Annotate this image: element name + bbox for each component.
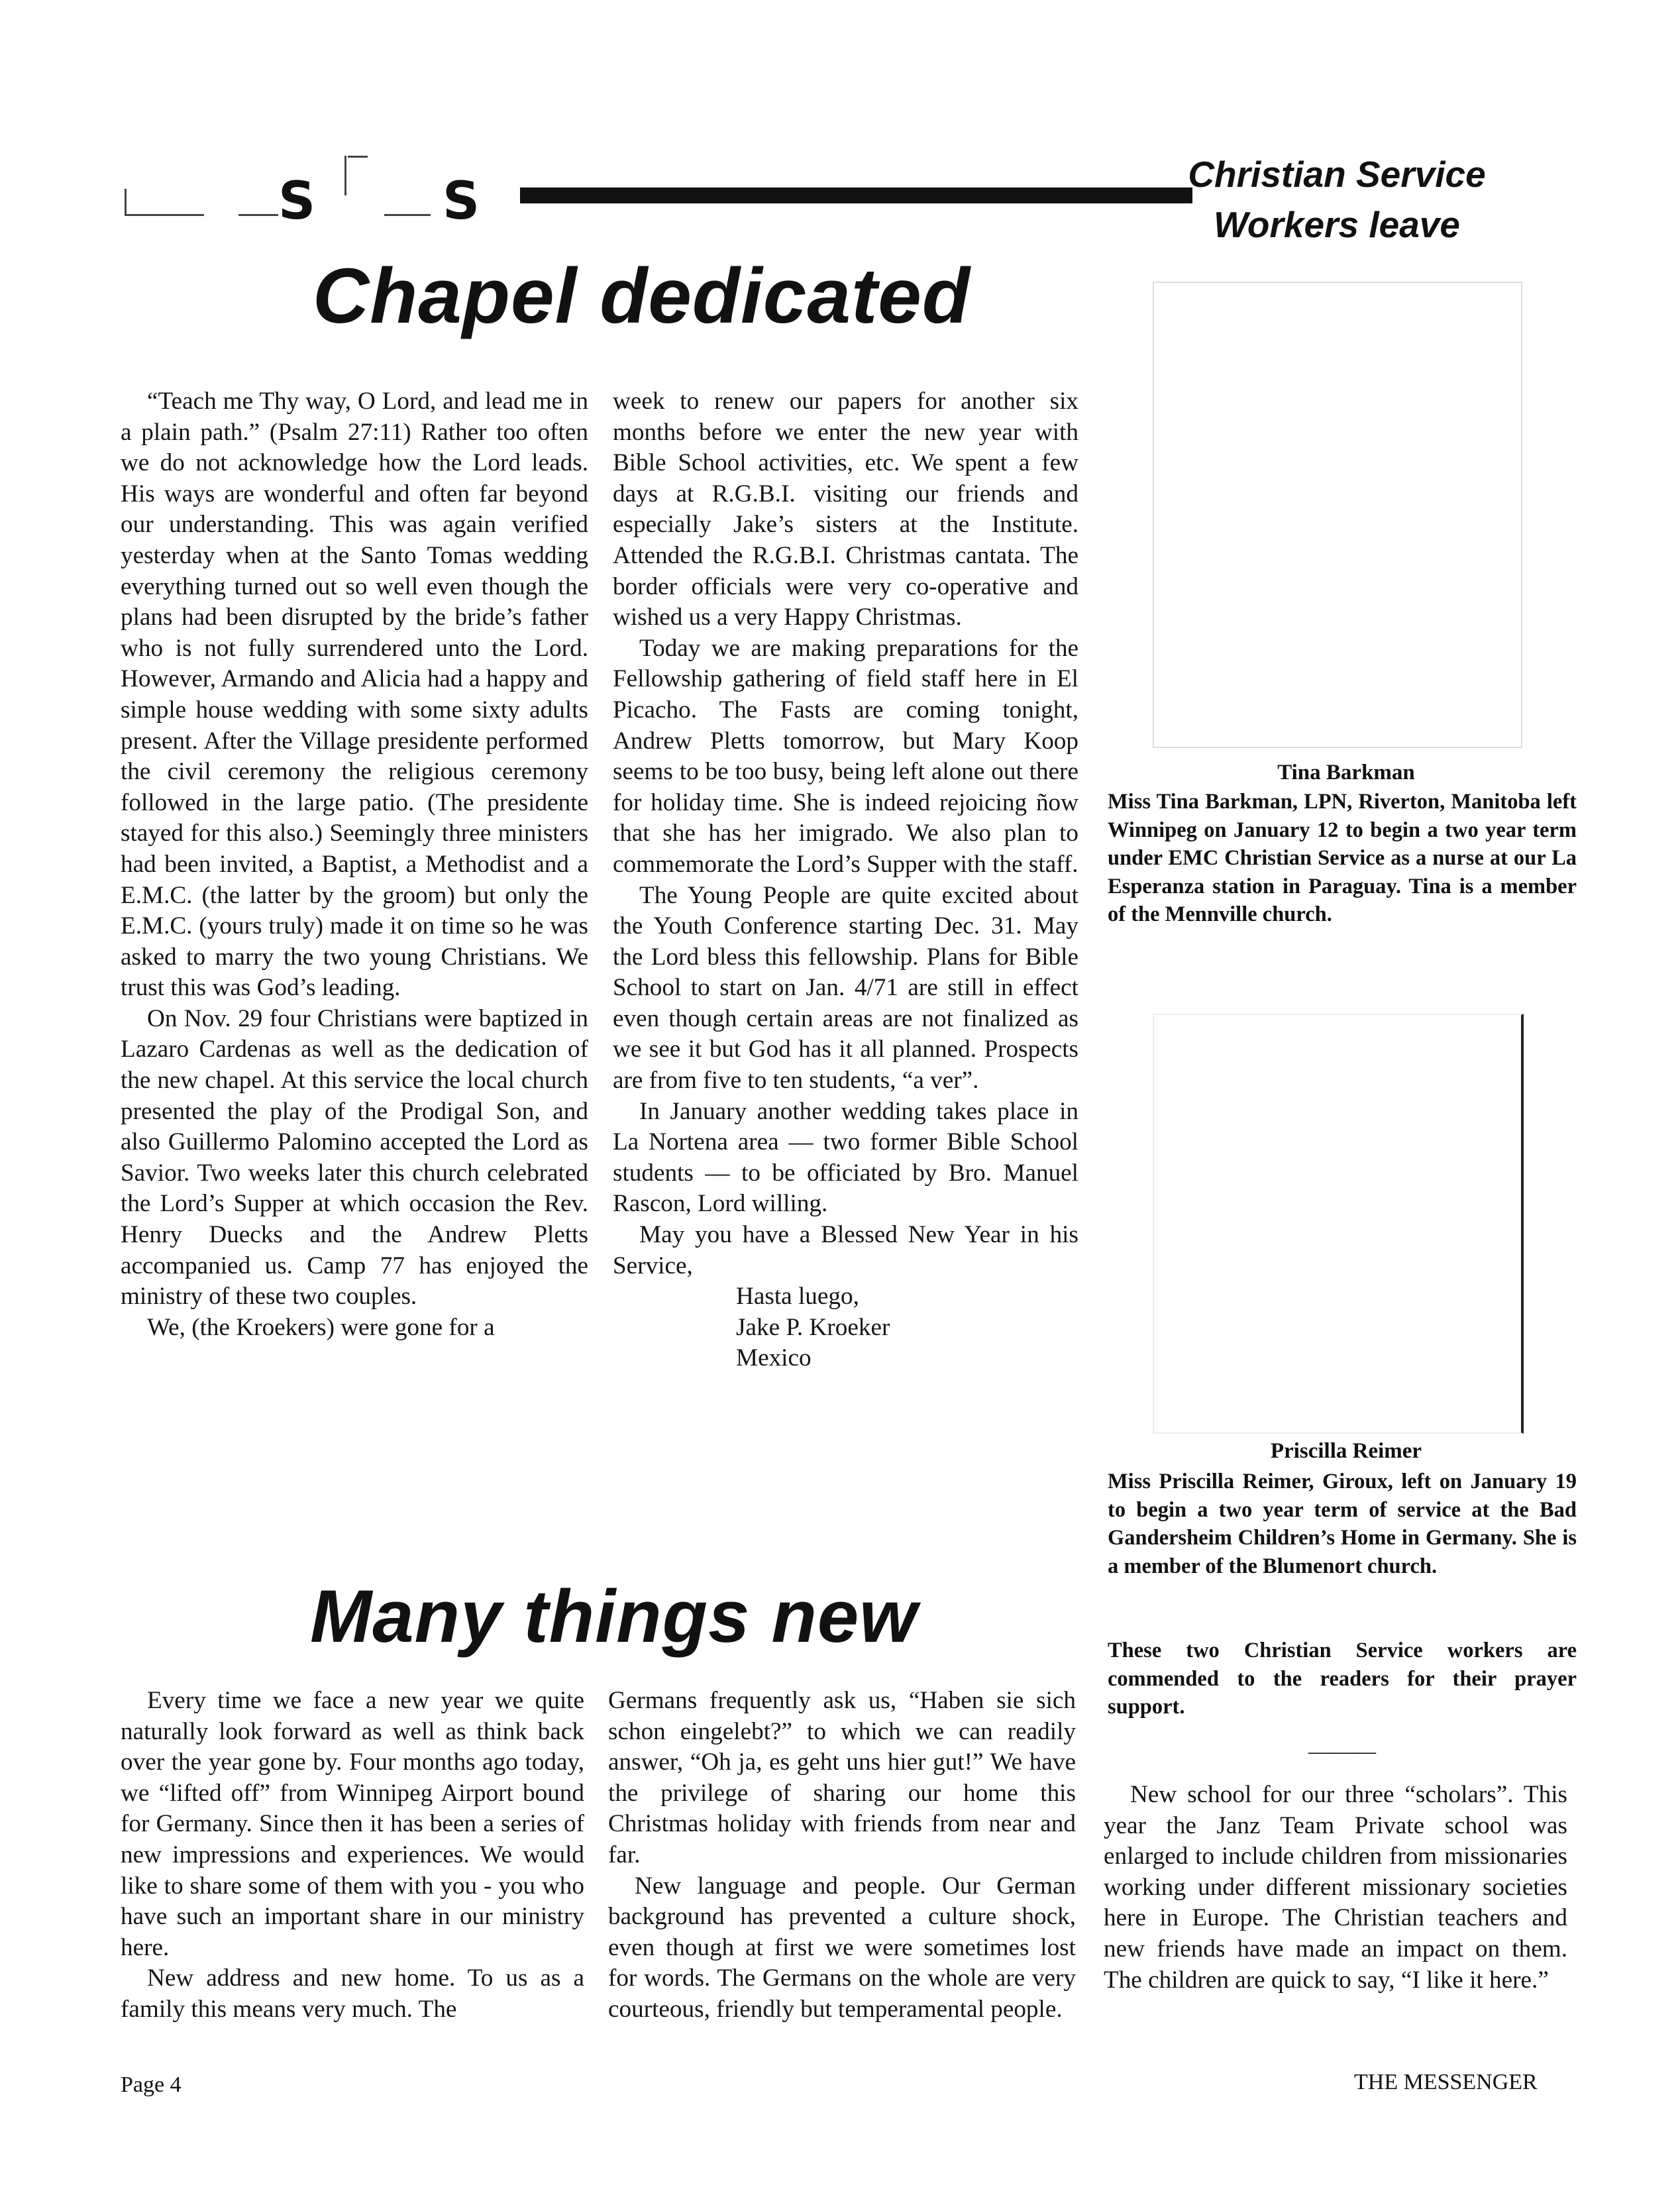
page-number: Page 4	[121, 2072, 182, 2097]
commendation-note: These two Christian Service workers are commended to the readers for their prayer support.	[1108, 1639, 1577, 1719]
signature-line: Mexico	[736, 1344, 812, 1372]
photo-priscilla-reimer	[1153, 1014, 1524, 1434]
section-separator: ———	[1308, 1739, 1376, 1764]
signature-line: Hasta luego,	[736, 1283, 859, 1311]
header-fragment-line	[384, 214, 431, 216]
photo-caption: Miss Tina Barkman, LPN, Riverton, Manitoba left Winnipeg on January 12 to begin a two year term under EMC Christian Service as a nurse at our La Esperanza station in Paraguay. Tina is a member of the Mennville church.	[1108, 790, 1577, 927]
paragraph: On Nov. 29 four Christians were baptized in Lazaro Cardenas as well as the dedication of the new chapel. At this service the local church presented the play of the Prodigal Son, and also Guillermo Palomino accepted the Lord as Savior. Two weeks later this church celebrated the Lord’s Supper at which occasion the Rev. Henry Duecks and the Andrew Pletts accompanied us. Camp 77 has enjoyed the ministry of these two couples.	[121, 1004, 588, 1311]
photo-caption-name: Tina Barkman	[1277, 761, 1415, 784]
paragraph: New address and new home. To us as a family this means very much. The	[121, 1965, 584, 2023]
publication-name: THE MESSENGER	[1354, 2070, 1538, 2094]
section-header	[119, 149, 1073, 229]
sidebar-title	[1105, 149, 1569, 250]
signature-line: Jake P. Kroeker	[736, 1313, 890, 1341]
paragraph: The Young People are quite excited about the Youth Conference starting Dec. 31. May the Lord bless this fellowship. Plans for Bible School to start on Jan. 4/71 are still in effect even though certain areas are not finalized as we see it but God has it all planned. Prospects are from five to ten students, “a ver”.	[613, 881, 1078, 1095]
sidebar-school-paragraph	[1104, 1780, 1567, 1996]
article-title: Many things new	[310, 1575, 918, 1658]
photo-tina-barkman	[1153, 282, 1522, 748]
paragraph: May you have a Blessed New Year in his Service,	[613, 1221, 1078, 1279]
sidebar-title-line: Christian Service	[1188, 154, 1486, 195]
article-column-1	[121, 386, 588, 1343]
header-fragment-tick	[125, 189, 127, 215]
header-fragment-line	[125, 214, 204, 216]
paragraph: We, (the Kroekers) were gone for a	[147, 1313, 495, 1341]
paragraph: New school for our three “scholars”. This year the Janz Team Private school was enlarged to include children from missionaries working under different missionary societies here in Europe. The Christian teachers and new friends have made an impact on them. The children are quick to say, “I like it here.”	[1104, 1781, 1567, 1994]
article-column-1	[121, 1686, 584, 2025]
article-column-2	[608, 1686, 1076, 2025]
header-fragment-line	[348, 156, 368, 158]
sidebar-title-line: Workers leave	[1213, 204, 1460, 245]
paragraph: “Teach me Thy way, O Lord, and lead me in a plain path.” (Psalm 27:11) Rather too often we do not acknowledge how the Lord leads. His ways are wonderful and often far beyond our understanding. This was again verified yesterday when at the Santo Tomas wedding everything turned out so well even though the plans had been disrupted by the bride’s father who is not fully surrendered unto the Lord. However, Armando and Alicia had a happy and simple house wedding with some sixty adults present. After the Village presidente performed the civil ceremony the religious ceremony followed in the large patio. (The presidente stayed for this also.) Seemingly three ministers had been invited, a Baptist, a Methodist and a E.M.C. (the latter by the groom) but only the E.M.C. (yours truly) made it on time so he was asked to marry the two young Christians. We trust this was God’s leading.	[121, 388, 588, 1002]
article-column-2	[613, 386, 1078, 1374]
paragraph: Today we are making preparations for the Fellowship gathering of field staff here in El Picacho. The Fasts are coming tonight, Andrew Pletts tomorrow, but Mary Koop seems to be too busy, being left alone out there for holiday time. She is indeed rejoicing ñow that she has her imigrado. We also plan to commemorate the Lord’s Supper with the staff.	[613, 634, 1078, 878]
paragraph: Every time we face a new year we quite naturally look forward as well as think back over the year gone by. Four months ago today, we “lifted off” from Winnipeg Airport bound for Germany. Since then it has been a series of new impressions and experiences. We would like to share some of them with you - you who have such an important share in our ministry here.	[121, 1687, 584, 1961]
header-rule	[520, 188, 1192, 203]
article-title: Chapel dedicated	[313, 252, 971, 340]
header-letter-s: S	[278, 172, 316, 231]
header-letter-s: S	[443, 172, 480, 231]
paragraph: week to renew our papers for another six months before we enter the new year with Bible School activities, etc. We spent a few days at R.G.B.I. visiting our friends and especially Jake’s sisters at the Institute. Attended the R.G.B.I. Christmas cantata. The border officials were very co-operative and wished us a very Happy Christmas.	[613, 388, 1078, 631]
paragraph: In January another wedding takes place in La Nortena area — two former Bible School students — to be officiated by Bro. Manuel Rascon, Lord willing.	[613, 1097, 1078, 1218]
photo-caption: Miss Priscilla Reimer, Giroux, left on January 19 to begin a two year term of service at the Bad Gandersheim Children’s Home in Germany. She is a member of the Blumenort church.	[1108, 1470, 1577, 1578]
paragraph: New language and people. Our German background has prevented a culture shock, even though at first we were sometimes lost for words. The Germans on the whole are very courteous, friendly but temperamental people.	[608, 1872, 1076, 2023]
photo-caption-name: Priscilla Reimer	[1270, 1439, 1422, 1463]
header-fragment-line	[238, 214, 278, 216]
paragraph: Germans frequently ask us, “Haben sie sich schon eingelebt?” to which we can readily answer, “Oh ja, es geht uns hier gut!” We have the privilege of sharing our home this Christmas holiday with friends from near and far.	[608, 1687, 1076, 1868]
header-fragment-tick	[344, 156, 346, 195]
